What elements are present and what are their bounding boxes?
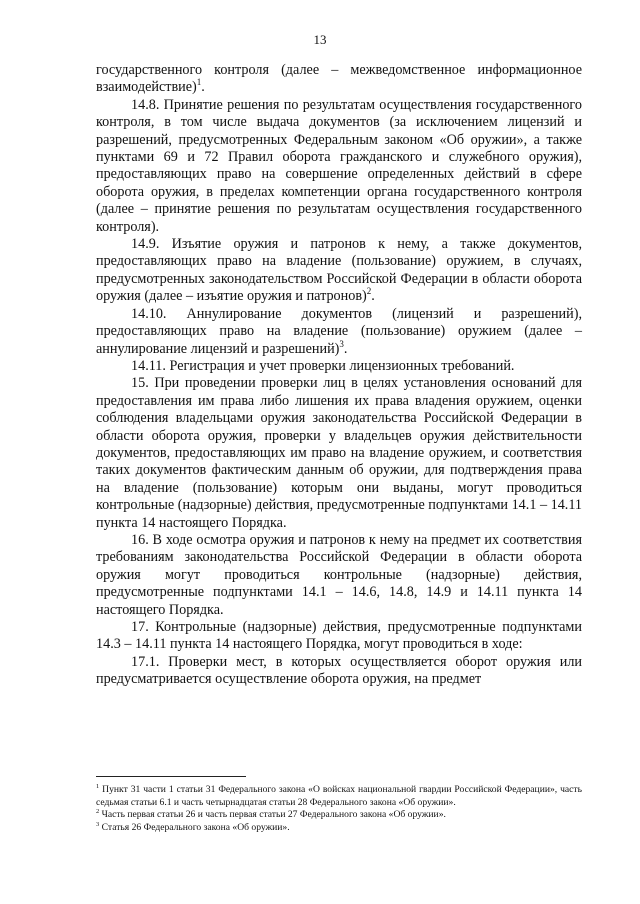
paragraph-14-10: 14.10. Аннулирование документов (лицензий и разрешений), предоставляющих право на владение (пользование) оружием (далее – аннулирование лицензий и разрешений)$^3$. [96, 305, 582, 357]
footnote-1 [96, 784, 582, 809]
footnote-mark: 1 [96, 783, 100, 790]
footnote-ref-3[interactable]: 3 [339, 338, 344, 349]
paragraph-text: государственного контроля (далее – межведомственное информационное взаимодействие) [96, 62, 582, 96]
paragraph-14-8 [96, 97, 582, 236]
footnote-text: Часть первая статьи 26 и часть первая статьи 27 Федерального закона «Об оружии». [99, 809, 446, 821]
footnote-3 [96, 822, 582, 835]
footnote-mark: 3 [96, 820, 100, 828]
paragraph-text: 15. При проведении проверки лиц в целях установления оснований для предоставления им права либо лишения их права владения оружием, оценки соблюдения владельцами оружия законодательства Российской Федерации в области оборота оружия, проверки у владельцев оружия действительности документов, предоставляющих им право на владение оружием, и соответствия таких документов фактическим данным об оружии, для подтверждения права на владение (пользование) которым они выданы, могут проводиться контрольные (надзорные) действия, предусмотренные подпунктами 14.1 – 14.11 пункта 14 настоящего Порядка. [96, 375, 582, 531]
paragraph-17 [96, 619, 582, 654]
paragraph-text: 14.11. Регистрация и учет проверки лицензионных требований. [131, 357, 515, 374]
paragraph-text: 14.9. Изъятие оружия и патронов к нему, а также документов, предоставляющих право на владение (пользование) оружием, в случаях, предусмотренных законодательством Российской Федерации в области оборота оружия (далее – изъятие оружия и патронов) [96, 236, 582, 305]
footnote-mark: 2 [96, 808, 100, 816]
paragraph-17-1 [96, 654, 582, 689]
footnote-2 [96, 809, 582, 822]
footnote-ref-2[interactable]: 2 [366, 286, 372, 297]
document-body [96, 62, 582, 689]
paragraph-text: 14.10. Аннулирование документов (лицензий и разрешений), предоставляющих право на владение (пользование) оружием (далее – аннулирование лицензий и разрешений) [96, 305, 582, 357]
paragraph-text: 17.1. Проверки мест, в которых осуществляется оборот оружия или предусматривается осуществление оборота оружия, на предмет [96, 653, 582, 688]
footnotes [96, 784, 582, 834]
paragraph-text: 14.8. Принятие решения по результатам осуществления государственного контроля, в том числе выдача документов (за исключением лицензий и разрешений, предусмотренных Федеральным законом «Об оружии», а также пунктами 69 и 72 Правил оборота гражданского и служебного оружия), предоставляющих право на совершение определенных действий в сфере оборота оружия, в пределах компетенции органа государственного контроля (далее – принятие решения по результатам осуществления государственного контроля). [96, 96, 582, 235]
paragraph-14-11 [96, 358, 582, 375]
paragraph-14-9: 14.9. Изъятие оружия и патронов к нему, а также документов, предоставляющих право на владение (пользование) оружием, в случаях, предусмотренных законодательством Российской Федерации в области оборота оружия (далее – изъятие оружия и патронов)$^2$. [96, 236, 582, 305]
paragraph-continuation: государственного контроля (далее – межведомственное информационное взаимодействие)$^1$. [96, 62, 582, 96]
footnote-divider [96, 776, 246, 777]
paragraph-text: 16. В ходе осмотра оружия и патронов к нему на предмет их соответствия требованиям законодательства Российской Федерации в области оборота оружия могут проводиться контрольные (надзорные) действия, предусмотренные подпунктами 14.1 – 14.6, 14.8, 14.9 и 14.11 пункта 14 настоящего Порядка. [96, 531, 582, 618]
footnote-text: Статья 26 Федерального закона «Об оружии». [99, 821, 290, 833]
footnote-ref-1[interactable]: 1 [196, 77, 202, 88]
paragraph-16 [96, 532, 582, 619]
paragraph-15 [96, 375, 582, 532]
footnote-text: Пункт 31 части 1 статьи 31 Федерального закона «О войсках национальной гвардии Российской Федерации», часть седьмая статьи 6.1 и часть четырнадцатая статьи 28 Федерального закона «Об оружии». [96, 784, 582, 808]
page-number: 13 [313, 32, 327, 47]
paragraph-text: 17. Контрольные (надзорные) действия, предусмотренные подпунктами 14.3 – 14.11 пункта 14 настоящего Порядка, могут проводиться в ходе: [96, 619, 582, 653]
